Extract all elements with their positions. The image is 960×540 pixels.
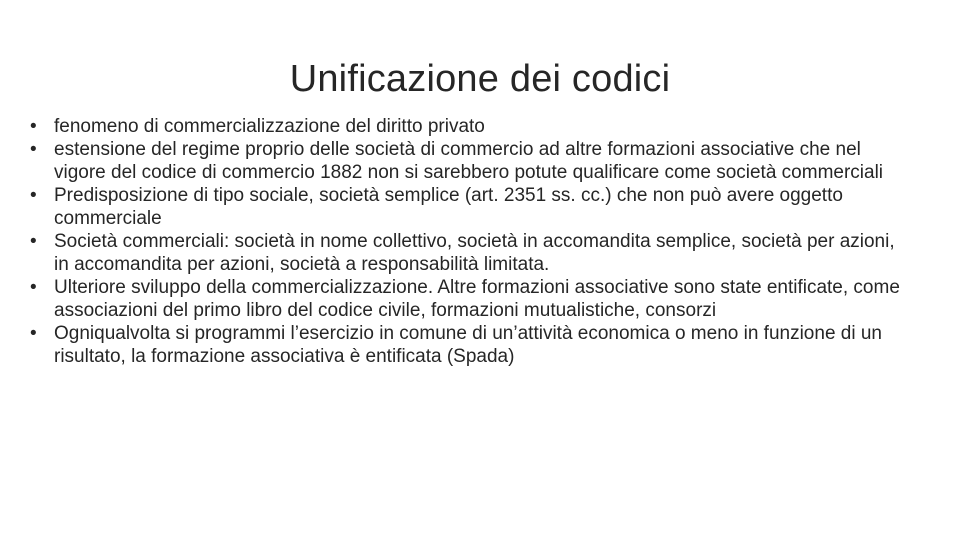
slide-title: Unificazione dei codici bbox=[289, 58, 671, 100]
bullet-list bbox=[30, 115, 910, 368]
bullet-marker: • bbox=[30, 139, 37, 160]
bullet-marker: • bbox=[30, 231, 37, 252]
bullet-text: estensione del regime proprio delle società di commercio ad altre formazioni associative che nel vigore del codice di commercio 1882 non si sarebbero potute qualificare come società commerciali bbox=[54, 139, 884, 183]
bullet-item-4 bbox=[30, 230, 910, 276]
bullet-marker: • bbox=[30, 323, 37, 344]
bullet-marker: • bbox=[30, 185, 37, 206]
bullet-marker: • bbox=[30, 116, 37, 137]
bullet-text: Ulteriore sviluppo della commercializzazione. Altre formazioni associative sono state entificate, come associazioni del primo libro del codice civile, formazioni mutualistiche, consorzi bbox=[54, 277, 900, 321]
bullet-text: Predisposizione di tipo sociale, società semplice (art. 2351 ss. cc.) che non può avere oggetto commerciale bbox=[54, 185, 843, 229]
bullet-marker: • bbox=[30, 277, 37, 298]
bullet-item-3 bbox=[30, 184, 910, 230]
bullet-item-1 bbox=[30, 115, 910, 138]
bullet-item-5 bbox=[30, 276, 910, 322]
bullet-text: Ogniqualvolta si programmi l’esercizio in comune di un’attività economica o meno in funzione di un risultato, la formazione associativa è entificata (Spada) bbox=[54, 323, 882, 367]
bullet-text: Società commerciali: società in nome collettivo, società in accomandita semplice, società per azioni, in accomandita per azioni, società a responsabilità limitata. bbox=[54, 231, 895, 275]
bullet-item-6 bbox=[30, 322, 910, 368]
bullet-text: fenomeno di commercializzazione del diritto privato bbox=[54, 116, 485, 137]
bullet-item-2 bbox=[30, 138, 910, 184]
